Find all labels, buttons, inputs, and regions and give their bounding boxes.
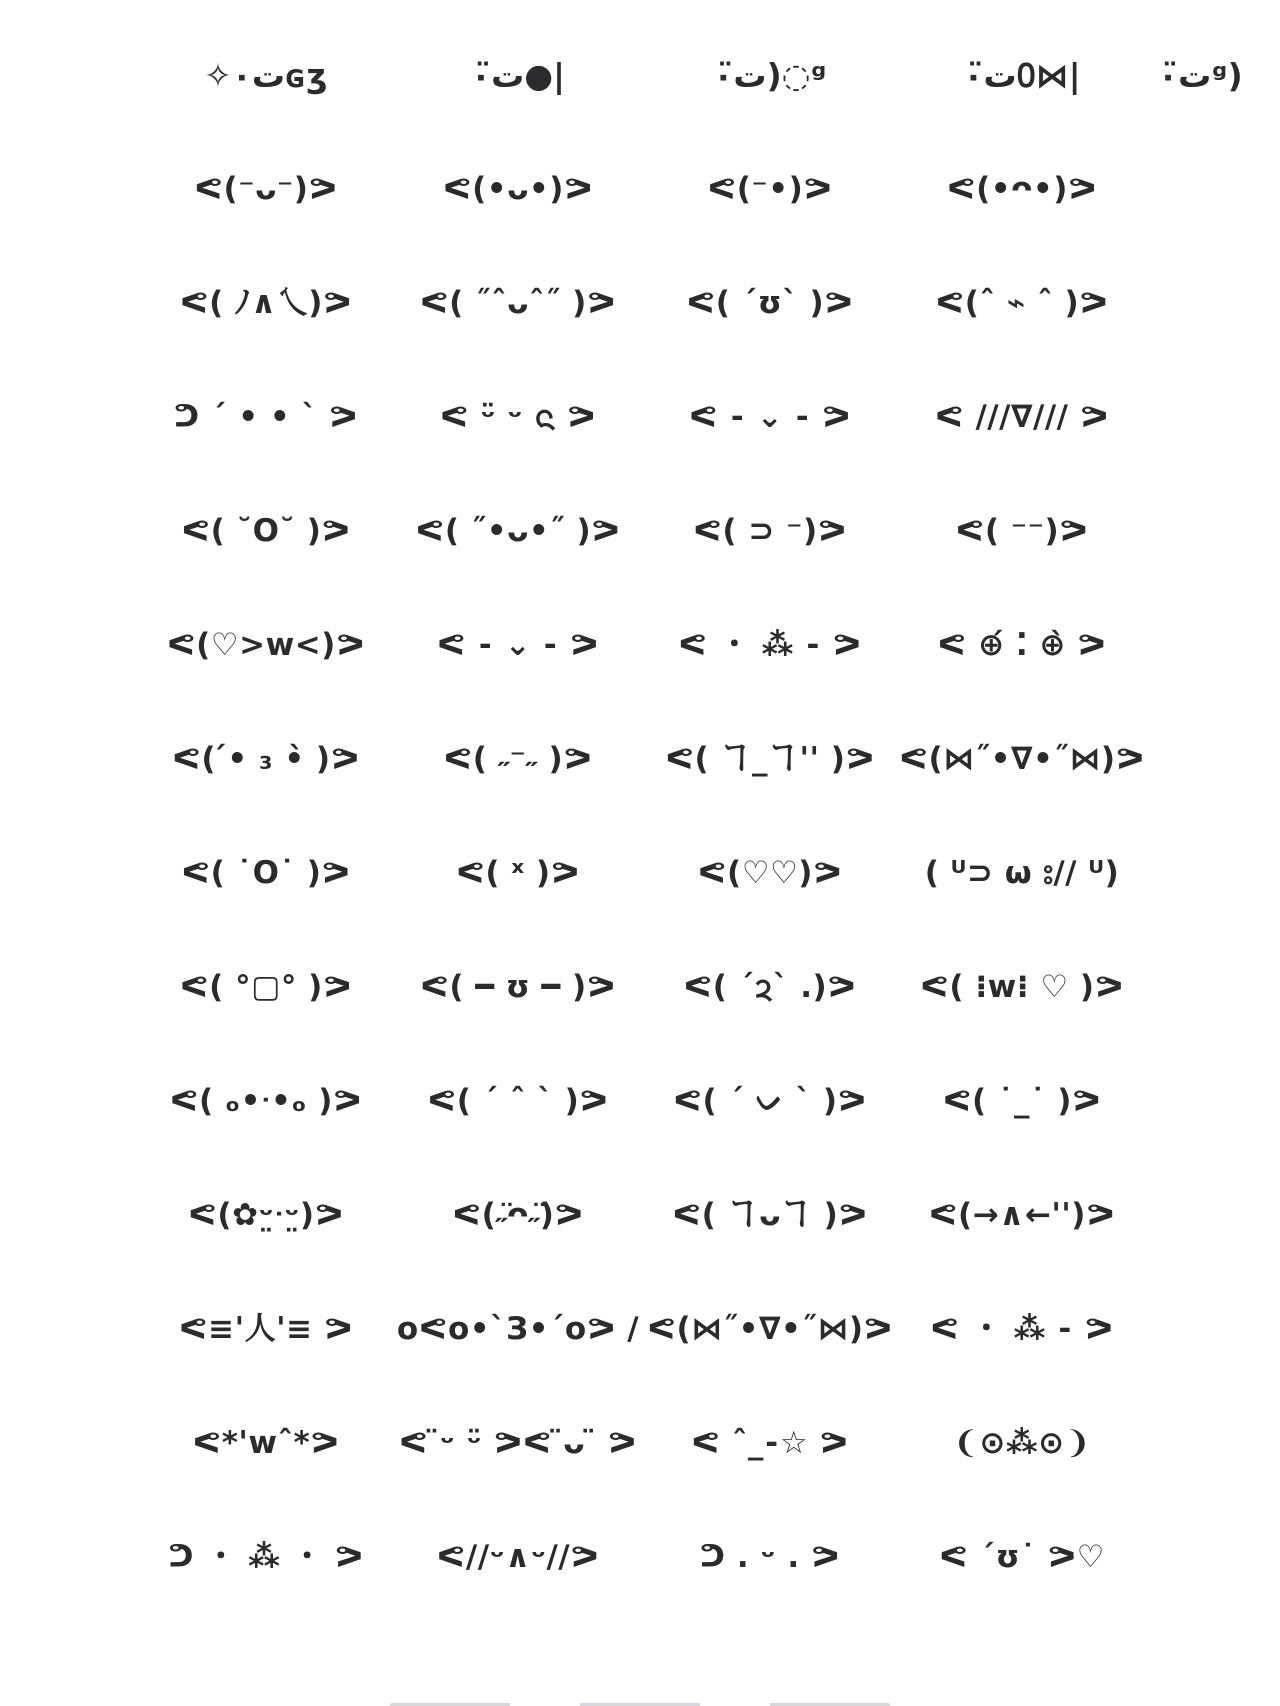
kaomoji-2-0[interactable]: ᕙ( ﾉ∧乀)ᕗ	[179, 284, 353, 321]
kaomoji-13-3[interactable]: ᕙ ˊʊ˙ ᕗ♡	[939, 1538, 1105, 1575]
kaomoji-7-1[interactable]: ᕙ( ˣ )ᕗ	[456, 854, 580, 891]
kaomoji-9-1[interactable]: ᕙ( ´ ˆ ` )ᕗ	[427, 1082, 609, 1119]
kaomoji-6-0[interactable]: ᕙ( ́• ₃ •̀ )ᕗ	[172, 740, 360, 777]
kaomoji-13-0[interactable]: ᕤ ・ ⁂ ・ ᕗ	[168, 1538, 364, 1575]
kaomoji-8-2[interactable]: ᕙ( ´ᨯ` .)ᕗ	[683, 968, 857, 1005]
kaomoji-8-0[interactable]: ᕙ( °▢° )ᕗ	[179, 968, 353, 1005]
kaomoji-1-1[interactable]: ᕙ(•ᴗ•)ᕗ	[442, 170, 594, 207]
kaomoji-9-0[interactable]: ᕙ( ₒ•ᐧ•ₒ )ᕗ	[169, 1082, 363, 1119]
kaomoji-0-0[interactable]: ✧ت٠ɢʒ	[204, 55, 328, 95]
kaomoji-1-3[interactable]: ᕙ(•ᴖ•)ᕗ	[946, 170, 1098, 207]
kaomoji-2-2[interactable]: ᕙ( ´ʊ` )ᕗ	[686, 284, 854, 321]
kaomoji-7-3[interactable]: ( ᵁ⊃ ω ⦂∕∕ ᵁ)	[924, 854, 1120, 891]
kaomoji-0-3[interactable]: ت٠̈᠐⋈|	[963, 55, 1081, 95]
kaomoji-11-1[interactable]: oᕙo•`З•´oᕗ ∕	[396, 1310, 640, 1347]
kaomoji-10-0[interactable]: ᕙ(✿ᵕ̤ᐧᵕ̤)ᕗ	[188, 1196, 344, 1233]
kaomoji-0-1[interactable]: ت٠̈●|	[470, 55, 566, 95]
kaomoji-4-3[interactable]: ᕙ( ⁻⁻)ᕗ	[955, 512, 1089, 549]
kaomoji-11-2[interactable]: ᕙ(⋈˝•∇•˝⋈)ᕗ	[647, 1310, 893, 1347]
kaomoji-9-2[interactable]: ᕙ( ´ ᨆ ` )ᕗ	[673, 1082, 867, 1119]
kaomoji-row-10	[140, 1158, 1140, 1272]
kaomoji-11-0[interactable]: ᕙ≡'人'≡ ᕗ	[178, 1310, 354, 1347]
kaomoji-row-9	[140, 1044, 1140, 1158]
kaomoji-row-3	[140, 360, 1140, 474]
kaomoji-3-2[interactable]: ᕙ ⁃ ⌄ ⁃ ᕗ	[688, 398, 852, 435]
kaomoji-6-2[interactable]: ᕙ( ヿ_ヿ'' )ᕗ	[665, 740, 875, 777]
kaomoji-grid	[140, 18, 1244, 1614]
kaomoji-12-3[interactable]: ❨⊙⁂⊙❩	[952, 1424, 1092, 1461]
kaomoji-12-1[interactable]: ᕙ ̈ᵕ ᵕ̈ ᕗᕙ ̈ᴗ ̈ ᕗ	[399, 1424, 637, 1461]
kaomoji-row-1	[140, 132, 1140, 246]
kaomoji-6-1[interactable]: ᕙ( ˶⁻˶ )ᕗ	[443, 740, 593, 777]
kaomoji-4-0[interactable]: ᕙ( ˘O˘ )ᕗ	[181, 512, 351, 549]
kaomoji-row-12	[140, 1386, 1140, 1500]
kaomoji-3-1[interactable]: ᕙ ᵕ̈ ᵕ ᨶ ᕗ	[439, 398, 597, 435]
kaomoji-13-2[interactable]: ᕤ . ᵕ . ᕗ	[699, 1538, 841, 1575]
kaomoji-4-2[interactable]: ᕙ( ⊃ ⁻)ᕗ	[693, 512, 847, 549]
kaomoji-8-1[interactable]: ᕙ( ━ ʊ ━ )ᕗ	[420, 968, 616, 1005]
kaomoji-row-6	[140, 702, 1145, 816]
kaomoji-9-3[interactable]: ᕙ( ˙_˙ )ᕗ	[942, 1082, 1102, 1119]
kaomoji-2-1[interactable]: ᕙ( ˝ˆᴗˆ˝ )ᕗ	[419, 284, 617, 321]
kaomoji-row-4	[140, 474, 1140, 588]
kaomoji-10-2[interactable]: ᕙ( ヿᴗヿ )ᕗ	[672, 1196, 868, 1233]
kaomoji-row-8	[140, 930, 1140, 1044]
kaomoji-row-0	[140, 18, 1244, 132]
kaomoji-row-5	[140, 588, 1140, 702]
kaomoji-5-3[interactable]: ᕙ ⊕́ ⁚ ⊕̀ ᕗ	[937, 626, 1107, 663]
kaomoji-1-2[interactable]: ᕙ(⁻•)ᕗ	[707, 170, 833, 207]
kaomoji-5-1[interactable]: ᕙ ⁃ ⌄ ⁃ ᕗ	[436, 626, 600, 663]
kaomoji-0-2[interactable]: ت٠̈)◌ᵍ	[713, 55, 827, 95]
kaomoji-row-13	[140, 1500, 1140, 1614]
kaomoji-7-2[interactable]: ᕙ(♡♡)ᕗ	[697, 854, 843, 891]
kaomoji-5-0[interactable]: ᕙ(♡>ᴡ<)ᕗ	[166, 626, 366, 663]
kaomoji-0-4[interactable]: ت٠̈ᵍ)	[1158, 55, 1244, 95]
kaomoji-2-3[interactable]: ᕙ(ˆ ⌁ ˆ )ᕗ	[935, 284, 1109, 321]
kaomoji-10-1[interactable]: ᕙ(˶̈ᴖ˶̈)ᕗ	[452, 1196, 584, 1233]
kaomoji-row-2	[140, 246, 1140, 360]
kaomoji-12-0[interactable]: ᕙ*'ᴡˆ*ᕗ	[192, 1424, 340, 1461]
footer-strip	[0, 1694, 1280, 1706]
kaomoji-3-0[interactable]: ᕤ ´ • • ` ᕗ	[173, 398, 359, 435]
kaomoji-10-3[interactable]: ᕙ(→∧←'')ᕗ	[928, 1196, 1116, 1233]
kaomoji-5-2[interactable]: ᕙ ・ ⁂ ⁃ ᕗ	[678, 626, 862, 663]
kaomoji-11-3[interactable]: ᕙ ・ ⁂ ⁃ ᕗ	[930, 1310, 1114, 1347]
kaomoji-13-1[interactable]: ᕙ∕∕ᵕ∧ᵕ∕∕ᕗ	[436, 1538, 600, 1575]
kaomoji-row-11	[140, 1272, 1140, 1386]
kaomoji-8-3[interactable]: ᕙ( ⁝ᴡ⁝ ♡ )ᕗ	[920, 968, 1124, 1005]
kaomoji-1-0[interactable]: ᕙ(⁻ᴗ⁻)ᕗ	[194, 170, 338, 207]
kaomoji-3-3[interactable]: ᕙ ∕∕∕∇∕∕∕ ᕗ	[934, 398, 1110, 435]
kaomoji-row-7	[140, 816, 1140, 930]
kaomoji-7-0[interactable]: ᕙ( ˙O˙ )ᕗ	[181, 854, 351, 891]
kaomoji-12-2[interactable]: ᕙ ˆ_⁃☆ ᕗ	[691, 1424, 849, 1461]
kaomoji-4-1[interactable]: ᕙ( ˝•ᴗ•˝ )ᕗ	[415, 512, 621, 549]
kaomoji-6-3[interactable]: ᕙ(⋈˝•∇•˝⋈)ᕗ	[899, 740, 1145, 777]
